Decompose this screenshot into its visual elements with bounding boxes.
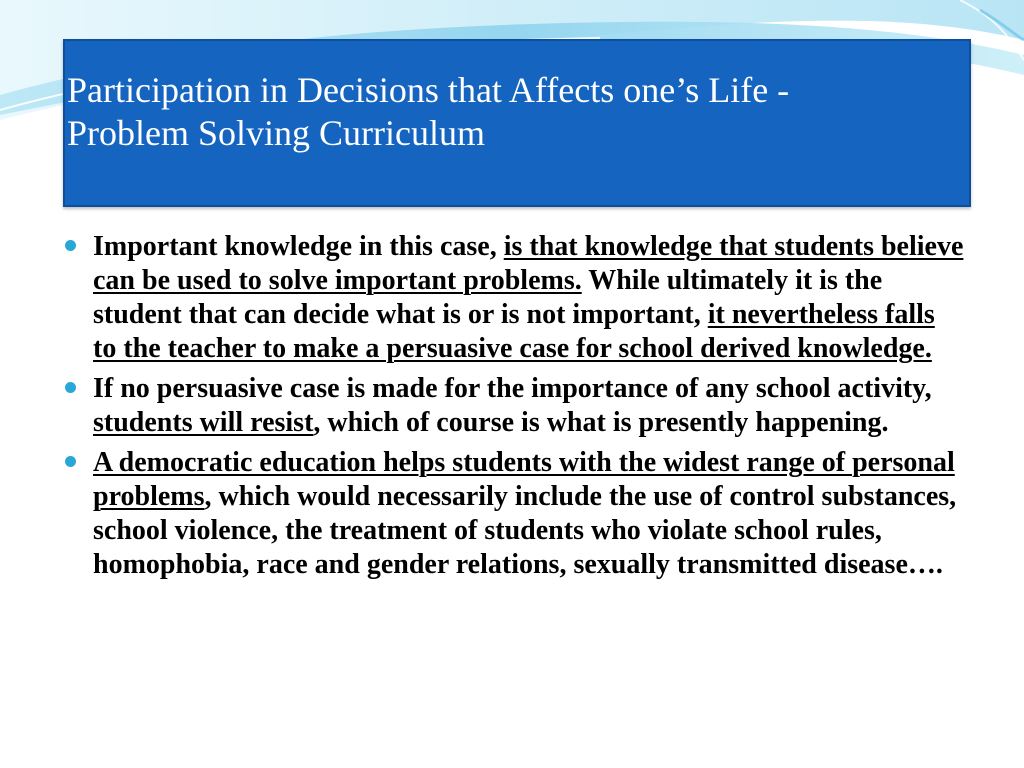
bullet-dot-icon xyxy=(65,240,76,251)
bullet-text: Important knowledge in this case, xyxy=(93,231,504,262)
bullet-text: , which of course is what is presently happening. xyxy=(313,407,889,438)
bullet-list xyxy=(64,230,964,588)
slide-title xyxy=(67,69,967,155)
bullet-text: While ultimately it is the student that can decide what is or is not important, xyxy=(93,265,883,330)
bullet-text-underlined: is that knowledge that students believe can be used to solve important problems. xyxy=(93,231,964,296)
bullet-item xyxy=(64,446,964,582)
title-line-2: Problem Solving Curriculum xyxy=(67,113,485,153)
bullet-text-underlined: students will resist xyxy=(93,407,314,438)
bullet-dot-icon xyxy=(65,382,76,393)
bullet-text: If no persuasive case is made for the importance of any school activity, xyxy=(93,373,932,404)
bullet-item xyxy=(64,372,964,440)
bullet-dot-icon xyxy=(65,456,76,467)
bullet-text-underlined: it nevertheless falls to the teacher to make a persuasive case for school derived knowledge. xyxy=(93,299,935,364)
bullet-text: , which would necessarily include the use of control substances, school violence, the treatment of students who violate school rules, homophobia, race and gender relations, sexually transmitted disease…. xyxy=(93,481,957,580)
bullet-text-underlined: A democratic education helps students with the widest range of personal problems xyxy=(93,447,955,512)
bullet-item xyxy=(64,230,964,366)
title-box xyxy=(63,39,971,207)
title-line-1: Participation in Decisions that Affects one’s Life - xyxy=(67,70,790,110)
